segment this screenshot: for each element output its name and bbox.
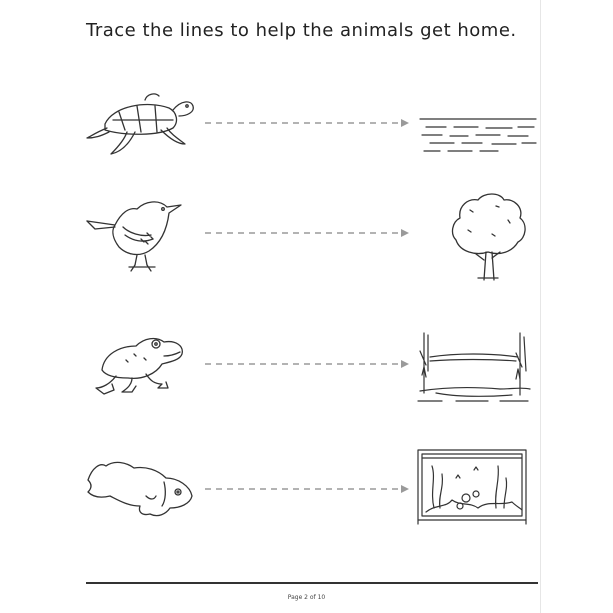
page-edge — [540, 0, 541, 613]
water-icon — [420, 113, 538, 157]
aquarium-icon — [416, 448, 530, 524]
bird-icon — [85, 193, 185, 273]
tree-icon — [448, 190, 528, 282]
footer-divider — [86, 582, 538, 584]
fish-icon — [84, 456, 196, 520]
worksheet-row-turtle — [0, 85, 540, 165]
trace-line[interactable] — [205, 228, 411, 238]
worksheet-title: Trace the lines to help the animals get home. — [86, 20, 517, 41]
trace-line[interactable] — [205, 484, 411, 494]
worksheet-row-frog — [0, 325, 540, 405]
turtle-icon — [85, 90, 197, 158]
trace-line[interactable] — [205, 118, 411, 128]
worksheet-row-bird — [0, 190, 540, 280]
frog-icon — [92, 330, 188, 396]
worksheet-row-fish — [0, 448, 540, 528]
pond-icon — [416, 331, 532, 403]
page-number: Page 2 of 10 — [287, 594, 326, 601]
trace-line[interactable] — [205, 359, 411, 369]
